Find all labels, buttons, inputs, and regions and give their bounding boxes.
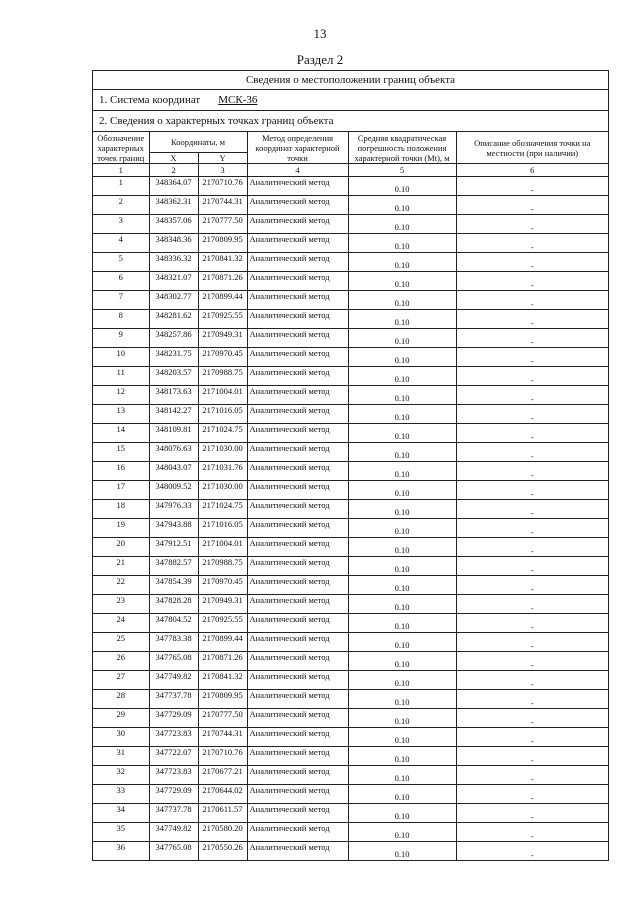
point-number: 24 [93, 614, 149, 633]
y-coordinate: 2170841.32 [198, 671, 247, 690]
method-cell: Аналитический метод [247, 557, 348, 576]
table-row [93, 595, 608, 614]
point-number: 15 [93, 443, 149, 462]
method-cell: Аналитический метод [247, 424, 348, 443]
accuracy-cell: 0.10 [348, 367, 456, 386]
x-coordinate: 347723.83 [149, 728, 198, 747]
x-coordinate: 348173.63 [149, 386, 198, 405]
accuracy-cell: 0.10 [348, 747, 456, 766]
method-cell: Аналитический метод [247, 348, 348, 367]
table-row [93, 709, 608, 728]
description-cell: - [456, 215, 608, 234]
point-number: 9 [93, 329, 149, 348]
table-title: Сведения о местоположении границ объекта [93, 71, 608, 90]
point-number: 17 [93, 481, 149, 500]
coordinate-system-row [93, 90, 608, 111]
accuracy-cell: 0.10 [348, 481, 456, 500]
accuracy-cell: 0.10 [348, 633, 456, 652]
description-cell: - [456, 785, 608, 804]
x-coordinate: 347737.78 [149, 804, 198, 823]
y-coordinate: 2170871.26 [198, 652, 247, 671]
accuracy-cell: 0.10 [348, 519, 456, 538]
column-number: 2 [149, 164, 198, 177]
x-coordinate: 348043.07 [149, 462, 198, 481]
point-number: 28 [93, 690, 149, 709]
method-cell: Аналитический метод [247, 272, 348, 291]
y-coordinate: 2170550.26 [198, 842, 247, 861]
method-cell: Аналитический метод [247, 671, 348, 690]
x-coordinate: 347729.09 [149, 785, 198, 804]
table-row [93, 310, 608, 329]
y-coordinate: 2170970.45 [198, 576, 247, 595]
x-coordinate: 347912.51 [149, 538, 198, 557]
description-cell: - [456, 614, 608, 633]
method-cell: Аналитический метод [247, 538, 348, 557]
table-row [93, 462, 608, 481]
point-number: 14 [93, 424, 149, 443]
point-number: 11 [93, 367, 149, 386]
x-coordinate: 348076.63 [149, 443, 198, 462]
y-coordinate: 2171004.01 [198, 538, 247, 557]
point-number: 31 [93, 747, 149, 766]
method-cell: Аналитический метод [247, 823, 348, 842]
table-row [93, 519, 608, 538]
method-cell: Аналитический метод [247, 386, 348, 405]
description-cell: - [456, 253, 608, 272]
y-coordinate: 2170580.20 [198, 823, 247, 842]
method-cell: Аналитический метод [247, 576, 348, 595]
accuracy-cell: 0.10 [348, 215, 456, 234]
accuracy-cell: 0.10 [348, 576, 456, 595]
y-coordinate: 2170677.21 [198, 766, 247, 785]
table-row [93, 348, 608, 367]
method-cell: Аналитический метод [247, 728, 348, 747]
x-coordinate: 348281.62 [149, 310, 198, 329]
method-cell: Аналитический метод [247, 234, 348, 253]
accuracy-cell: 0.10 [348, 272, 456, 291]
accuracy-cell: 0.10 [348, 842, 456, 861]
accuracy-cell: 0.10 [348, 728, 456, 747]
description-cell: - [456, 481, 608, 500]
description-cell: - [456, 310, 608, 329]
method-cell: Аналитический метод [247, 253, 348, 272]
x-coordinate: 347783.38 [149, 633, 198, 652]
point-number: 33 [93, 785, 149, 804]
point-number: 10 [93, 348, 149, 367]
x-coordinate: 347749.82 [149, 671, 198, 690]
description-cell: - [456, 329, 608, 348]
table-row [93, 690, 608, 709]
description-cell: - [456, 443, 608, 462]
table-row [93, 405, 608, 424]
accuracy-cell: 0.10 [348, 443, 456, 462]
accuracy-cell: 0.10 [348, 557, 456, 576]
point-number: 3 [93, 215, 149, 234]
accuracy-cell: 0.10 [348, 500, 456, 519]
point-number: 4 [93, 234, 149, 253]
coordinate-system-value: МСК-36 [218, 94, 258, 106]
method-cell: Аналитический метод [247, 652, 348, 671]
table-row [93, 272, 608, 291]
points-table [93, 132, 608, 860]
method-cell: Аналитический метод [247, 329, 348, 348]
table-row [93, 557, 608, 576]
y-coordinate: 2170644.02 [198, 785, 247, 804]
x-coordinate: 347854.39 [149, 576, 198, 595]
method-cell: Аналитический метод [247, 785, 348, 804]
accuracy-cell: 0.10 [348, 310, 456, 329]
method-cell: Аналитический метод [247, 367, 348, 386]
description-cell: - [456, 557, 608, 576]
x-coordinate: 347729.09 [149, 709, 198, 728]
method-cell: Аналитический метод [247, 690, 348, 709]
column-number: 6 [456, 164, 608, 177]
table-row [93, 424, 608, 443]
table-row [93, 842, 608, 861]
x-coordinate: 348203.57 [149, 367, 198, 386]
x-coordinate: 348142.27 [149, 405, 198, 424]
description-cell: - [456, 367, 608, 386]
description-cell: - [456, 272, 608, 291]
table-row [93, 386, 608, 405]
point-number: 6 [93, 272, 149, 291]
y-coordinate: 2171004.01 [198, 386, 247, 405]
x-coordinate: 347976.33 [149, 500, 198, 519]
x-coordinate: 347765.08 [149, 842, 198, 861]
header-coordinates: Координаты, м [149, 132, 247, 153]
accuracy-cell: 0.10 [348, 386, 456, 405]
point-number: 5 [93, 253, 149, 272]
description-cell: - [456, 424, 608, 443]
method-cell: Аналитический метод [247, 595, 348, 614]
table-row [93, 576, 608, 595]
description-cell: - [456, 386, 608, 405]
method-cell: Аналитический метод [247, 766, 348, 785]
table-row [93, 766, 608, 785]
description-cell: - [456, 652, 608, 671]
method-cell: Аналитический метод [247, 405, 348, 424]
x-coordinate: 347723.83 [149, 766, 198, 785]
y-coordinate: 2170949.31 [198, 329, 247, 348]
x-coordinate: 348364.07 [149, 177, 198, 196]
point-number: 8 [93, 310, 149, 329]
x-coordinate: 348302.77 [149, 291, 198, 310]
point-number: 35 [93, 823, 149, 842]
point-number: 18 [93, 500, 149, 519]
table-row [93, 728, 608, 747]
description-cell: - [456, 595, 608, 614]
y-coordinate: 2170744.31 [198, 728, 247, 747]
description-cell: - [456, 766, 608, 785]
y-coordinate: 2170809.95 [198, 690, 247, 709]
y-coordinate: 2171030.00 [198, 481, 247, 500]
point-number: 2 [93, 196, 149, 215]
header-y: Y [198, 153, 247, 164]
column-number: 4 [247, 164, 348, 177]
table-row [93, 652, 608, 671]
accuracy-cell: 0.10 [348, 709, 456, 728]
description-cell: - [456, 842, 608, 861]
description-cell: - [456, 348, 608, 367]
section-title: Раздел 2 [296, 52, 344, 67]
point-number: 26 [93, 652, 149, 671]
method-cell: Аналитический метод [247, 709, 348, 728]
point-number: 12 [93, 386, 149, 405]
method-cell: Аналитический метод [247, 462, 348, 481]
x-coordinate: 348009.52 [149, 481, 198, 500]
table-row [93, 538, 608, 557]
method-cell: Аналитический метод [247, 614, 348, 633]
x-coordinate: 348357.06 [149, 215, 198, 234]
accuracy-cell: 0.10 [348, 348, 456, 367]
description-cell: - [456, 671, 608, 690]
y-coordinate: 2170899.44 [198, 291, 247, 310]
x-coordinate: 348348.36 [149, 234, 198, 253]
x-coordinate: 347882.57 [149, 557, 198, 576]
x-coordinate: 347722.07 [149, 747, 198, 766]
y-coordinate: 2170809.95 [198, 234, 247, 253]
accuracy-cell: 0.10 [348, 196, 456, 215]
y-coordinate: 2170777.50 [198, 709, 247, 728]
description-cell: - [456, 690, 608, 709]
points-table-body [93, 177, 608, 861]
y-coordinate: 2170925.55 [198, 310, 247, 329]
point-number: 25 [93, 633, 149, 652]
y-coordinate: 2170949.31 [198, 595, 247, 614]
description-cell: - [456, 728, 608, 747]
coordinate-system-label: 1. Система координат [99, 94, 201, 106]
table-row [93, 367, 608, 386]
y-coordinate: 2170988.75 [198, 557, 247, 576]
method-cell: Аналитический метод [247, 196, 348, 215]
accuracy-cell: 0.10 [348, 462, 456, 481]
point-number: 16 [93, 462, 149, 481]
description-cell: - [456, 462, 608, 481]
table-row [93, 291, 608, 310]
table-row [93, 443, 608, 462]
description-cell: - [456, 177, 608, 196]
point-number: 27 [93, 671, 149, 690]
point-number: 36 [93, 842, 149, 861]
header-x: X [149, 153, 198, 164]
method-cell: Аналитический метод [247, 500, 348, 519]
y-coordinate: 2171024.75 [198, 424, 247, 443]
description-cell: - [456, 291, 608, 310]
description-cell: - [456, 405, 608, 424]
y-coordinate: 2170744.31 [198, 196, 247, 215]
description-cell: - [456, 196, 608, 215]
y-coordinate: 2171031.76 [198, 462, 247, 481]
column-number: 5 [348, 164, 456, 177]
table-row [93, 253, 608, 272]
point-number: 19 [93, 519, 149, 538]
description-cell: - [456, 823, 608, 842]
header-accuracy: Средняя квадратическая погрешность положения характерной точки (Mt), м [348, 132, 456, 164]
y-coordinate: 2171016.05 [198, 405, 247, 424]
accuracy-cell: 0.10 [348, 785, 456, 804]
point-number: 21 [93, 557, 149, 576]
method-cell: Аналитический метод [247, 633, 348, 652]
accuracy-cell: 0.10 [348, 690, 456, 709]
method-cell: Аналитический метод [247, 215, 348, 234]
y-coordinate: 2170710.76 [198, 177, 247, 196]
column-number: 3 [198, 164, 247, 177]
method-cell: Аналитический метод [247, 804, 348, 823]
table-row [93, 804, 608, 823]
description-cell: - [456, 538, 608, 557]
table-row [93, 671, 608, 690]
method-cell: Аналитический метод [247, 519, 348, 538]
x-coordinate: 348231.75 [149, 348, 198, 367]
boundaries-table-frame [92, 70, 609, 861]
accuracy-cell: 0.10 [348, 234, 456, 253]
y-coordinate: 2170777.50 [198, 215, 247, 234]
table-row [93, 633, 608, 652]
point-number: 1 [93, 177, 149, 196]
description-cell: - [456, 633, 608, 652]
y-coordinate: 2170871.26 [198, 272, 247, 291]
accuracy-cell: 0.10 [348, 329, 456, 348]
y-coordinate: 2170970.45 [198, 348, 247, 367]
header-description: Описание обозначения точки на местности (при наличии) [456, 132, 608, 164]
table-row [93, 329, 608, 348]
table-row [93, 234, 608, 253]
y-coordinate: 2170710.76 [198, 747, 247, 766]
table-row [93, 785, 608, 804]
point-number: 23 [93, 595, 149, 614]
y-coordinate: 2170988.75 [198, 367, 247, 386]
point-number: 30 [93, 728, 149, 747]
description-cell: - [456, 804, 608, 823]
description-cell: - [456, 519, 608, 538]
x-coordinate: 347943.88 [149, 519, 198, 538]
table-row [93, 196, 608, 215]
y-coordinate: 2170611.57 [198, 804, 247, 823]
page-number: 13 [313, 26, 327, 41]
x-coordinate: 348362.31 [149, 196, 198, 215]
table-row [93, 177, 608, 196]
point-number: 20 [93, 538, 149, 557]
table-row [93, 481, 608, 500]
y-coordinate: 2170925.55 [198, 614, 247, 633]
x-coordinate: 347828.28 [149, 595, 198, 614]
table-row [93, 823, 608, 842]
method-cell: Аналитический метод [247, 291, 348, 310]
header-designation: Обозначение характерных точек границ [93, 132, 149, 164]
x-coordinate: 348257.86 [149, 329, 198, 348]
y-coordinate: 2170899.44 [198, 633, 247, 652]
accuracy-cell: 0.10 [348, 291, 456, 310]
x-coordinate: 347765.08 [149, 652, 198, 671]
x-coordinate: 347804.52 [149, 614, 198, 633]
table-row [93, 215, 608, 234]
x-coordinate: 348109.81 [149, 424, 198, 443]
accuracy-cell: 0.10 [348, 652, 456, 671]
description-cell: - [456, 747, 608, 766]
point-number: 32 [93, 766, 149, 785]
method-cell: Аналитический метод [247, 481, 348, 500]
table-row [93, 747, 608, 766]
accuracy-cell: 0.10 [348, 177, 456, 196]
accuracy-cell: 0.10 [348, 253, 456, 272]
accuracy-cell: 0.10 [348, 538, 456, 557]
method-cell: Аналитический метод [247, 842, 348, 861]
point-number: 7 [93, 291, 149, 310]
point-number: 34 [93, 804, 149, 823]
description-cell: - [456, 500, 608, 519]
description-cell: - [456, 576, 608, 595]
point-number: 22 [93, 576, 149, 595]
header-method: Метод определения координат характерной точки [247, 132, 348, 164]
accuracy-cell: 0.10 [348, 595, 456, 614]
accuracy-cell: 0.10 [348, 766, 456, 785]
table-row [93, 614, 608, 633]
accuracy-cell: 0.10 [348, 424, 456, 443]
accuracy-cell: 0.10 [348, 671, 456, 690]
description-cell: - [456, 709, 608, 728]
method-cell: Аналитический метод [247, 747, 348, 766]
column-number: 1 [93, 164, 149, 177]
points-section-title: 2. Сведения о характерных точках границ объекта [93, 111, 608, 132]
x-coordinate: 348336.32 [149, 253, 198, 272]
accuracy-cell: 0.10 [348, 804, 456, 823]
x-coordinate: 348321.07 [149, 272, 198, 291]
accuracy-cell: 0.10 [348, 405, 456, 424]
accuracy-cell: 0.10 [348, 823, 456, 842]
x-coordinate: 347749.82 [149, 823, 198, 842]
table-row [93, 500, 608, 519]
method-cell: Аналитический метод [247, 443, 348, 462]
y-coordinate: 2171024.75 [198, 500, 247, 519]
y-coordinate: 2171016.05 [198, 519, 247, 538]
method-cell: Аналитический метод [247, 310, 348, 329]
method-cell: Аналитический метод [247, 177, 348, 196]
y-coordinate: 2170841.32 [198, 253, 247, 272]
y-coordinate: 2171030.00 [198, 443, 247, 462]
description-cell: - [456, 234, 608, 253]
point-number: 13 [93, 405, 149, 424]
point-number: 29 [93, 709, 149, 728]
x-coordinate: 347737.78 [149, 690, 198, 709]
accuracy-cell: 0.10 [348, 614, 456, 633]
